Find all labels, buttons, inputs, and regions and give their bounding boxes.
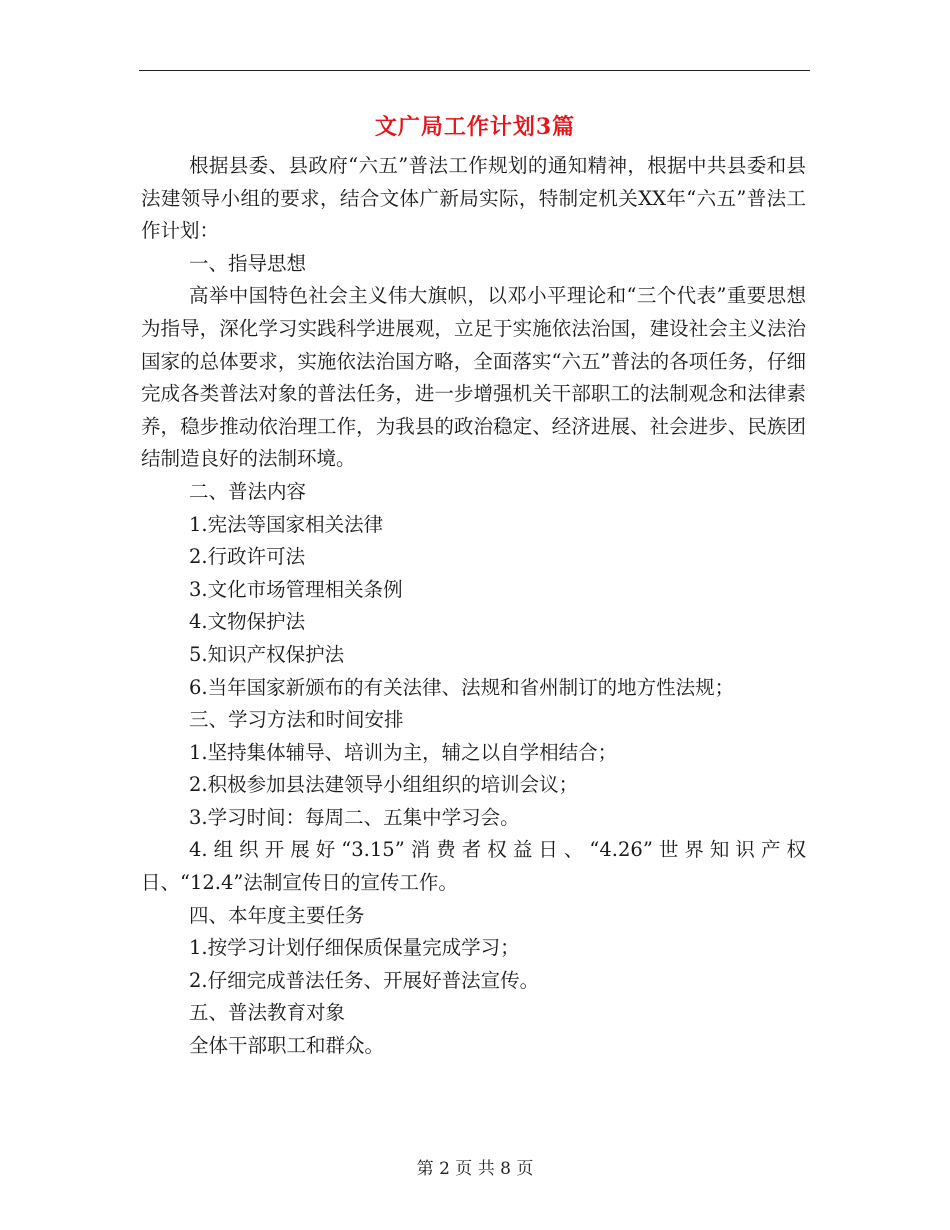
list-item: 2.仔细完成普法任务、开展好普法宣传。 — [189, 968, 540, 992]
list-item: 1.宪法等国家相关法律 — [189, 512, 384, 536]
document-title: 文广局工作计划3篇 — [374, 114, 576, 140]
section-heading: 一、指导思想 — [189, 251, 307, 275]
section-heading: 五、普法教育对象 — [189, 1001, 346, 1025]
list-item: 2.行政许可法 — [189, 545, 306, 569]
list-item: 4.文物保护法 — [189, 610, 306, 634]
header-rule — [139, 70, 810, 71]
section-heading: 四、本年度主要任务 — [189, 903, 365, 927]
list-item: 5.知识产权保护法 — [189, 642, 345, 666]
section-heading: 二、普法内容 — [189, 479, 307, 503]
list-item: 4.组织开展好“3.15”消费者权益日、“4.26”世界知识产权日、“12.4”法制宣传日的宣传工作。 — [141, 838, 806, 895]
paragraph: 全体干部职工和群众。 — [189, 1034, 385, 1058]
document-body — [141, 150, 806, 1063]
paragraph: 根据县委、县政府“六五”普法工作规划的通知精神，根据中共县委和县法建领导小组的要求，结合文体广新局实际，特制定机关XX年“六五”普法工作计划： — [141, 154, 806, 243]
list-item: 3.学习时间：每周二、五集中学习会。 — [189, 805, 520, 829]
section-heading: 三、学习方法和时间安排 — [189, 708, 404, 732]
list-item: 1.按学习计划仔细保质保量完成学习； — [189, 936, 520, 960]
list-item: 2.积极参加县法建领导小组组织的培训会议； — [189, 773, 579, 797]
list-item: 1.坚持集体辅导、培训为主，辅之以自学相结合； — [189, 740, 618, 764]
list-item: 6.当年国家新颁布的有关法律、法规和省州制订的地方性法规； — [189, 675, 735, 699]
page-footer: 第 2 页 共 8 页 — [416, 1159, 534, 1179]
paragraph: 高举中国特色社会主义伟大旗帜，以邓小平理论和“三个代表”重要思想为指导，深化学习实践科学进展观，立足于实施依法治国，建设社会主义法治国家的总体要求，实施依法治国方略，全面落实“六五”普法的各项任务，仔细完成各类普法对象的普法任务，进一步增强机关干部职工的法制观念和法律素养，稳步推动依治理工作，为我县的政治稳定、经济进展、社会进步、民族团结制造良好的法制环境。 — [141, 284, 806, 471]
list-item: 3.文化市场管理相关条例 — [189, 577, 403, 601]
